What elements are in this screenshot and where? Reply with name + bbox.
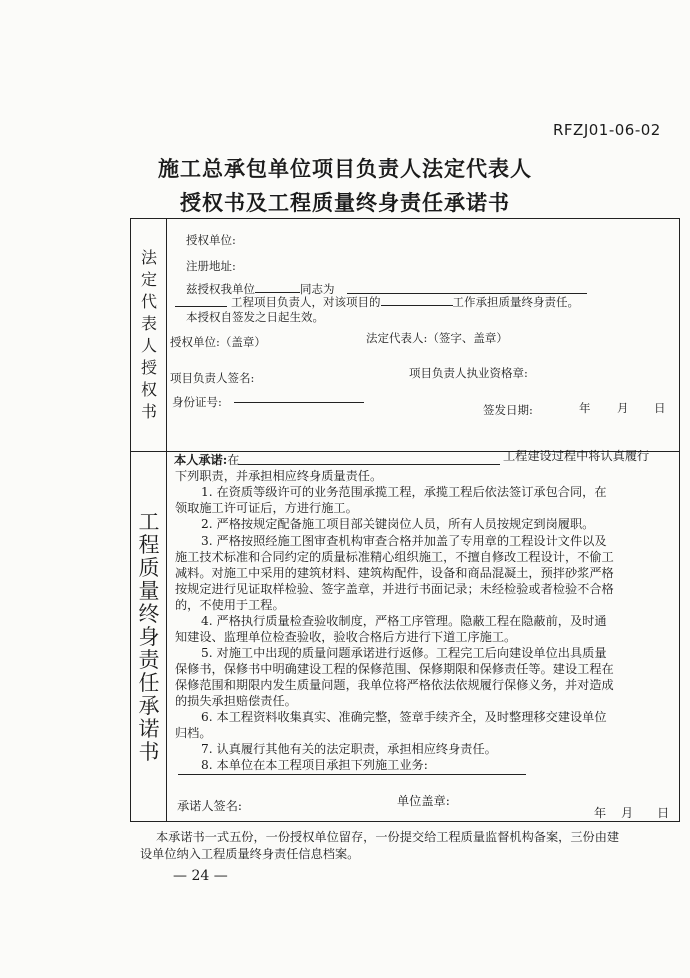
label-char: 承 xyxy=(138,693,160,718)
commitment-intro-c: 工程建设过程中将认真履行 xyxy=(503,449,650,463)
authorize-text: 兹授权我单位 同志为 xyxy=(186,282,335,296)
label-char: 程 xyxy=(138,532,160,557)
label-char: 诺 xyxy=(138,716,160,741)
label-char: 工 xyxy=(138,509,160,534)
item3-line3: 减料。对施工中采用的建筑材料、建筑构配件，设备和商品混凝土，预拌砂浆严格 xyxy=(175,566,614,580)
item6-line1: 6. 本工程资料收集真实、准确完整，签章手续齐全，及时整理移交建设单位 xyxy=(201,710,607,724)
label-char: 定 xyxy=(140,269,157,289)
footer-note-line2: 设单位纳入工程质量终身责任信息档案。 xyxy=(140,847,360,861)
footer-note-line1: 本承诺书一式五份，一份授权单位留存，一份提交给工程质量监督机构备案，三份由建 xyxy=(156,830,620,844)
item5-line1: 5. 对施工中出现的质量问题承诺进行返修。工程完工后向建设单位出具质量 xyxy=(201,646,607,660)
item6-line2: 归档。 xyxy=(175,726,212,740)
page-number: — 24 — xyxy=(173,868,228,884)
id-number-label: 身份证号: xyxy=(172,395,222,409)
label-char: 任 xyxy=(138,670,160,695)
promisor-signature-label: 承诺人签名: xyxy=(177,799,243,813)
commit-month: 月 xyxy=(621,806,634,820)
label-char: 表 xyxy=(140,313,157,333)
item3-line1: 3. 严格按照经施工图审查机构审查合格并加盖了专用章的工程设计文件以及 xyxy=(201,534,607,548)
label-char: 人 xyxy=(140,335,157,355)
document-code: RFZJ01-06-02 xyxy=(553,121,661,139)
issue-year: 年 xyxy=(579,401,591,415)
label-char: 终 xyxy=(138,601,160,626)
label-char: 书 xyxy=(138,739,160,764)
item1-line2: 领取施工许可证后，方进行施工。 xyxy=(175,501,358,515)
project-manager-text: 工程项目负责人，对该项目的 工作承担质量终身责任。 xyxy=(231,295,579,309)
item3-line5: 的，不使用于工程。 xyxy=(175,598,285,612)
pm-cert-seal-label: 项目负责人执业资格章: xyxy=(409,366,528,380)
label-char: 量 xyxy=(138,578,160,603)
item2: 2. 严格按规定配备施工项目部关键岗位人员，所有人员按规定到岗履职。 xyxy=(201,517,595,531)
item5-line4: 的损失承担赔偿责任。 xyxy=(175,694,297,708)
project-name-blank[interactable] xyxy=(238,464,500,465)
label-char: 代 xyxy=(140,291,157,311)
label-char: 质 xyxy=(138,555,160,580)
id-number-blank[interactable] xyxy=(234,402,364,403)
auth-unit-seal: 授权单位:（盖章） xyxy=(170,335,266,349)
label-char: 书 xyxy=(140,401,157,421)
effective-clause: 本授权自签发之日起生效。 xyxy=(186,310,324,324)
commit-year: 年 xyxy=(594,806,607,820)
item7: 7. 认真履行其他有关的法定职责，承担相应终身责任。 xyxy=(201,742,497,756)
item3-line4: 按规定进行见证取样检验、签字盖章，并进行书面记录；未经检验或者检验不合格 xyxy=(175,582,614,596)
commitment-intro: 本人承诺:在 xyxy=(174,453,240,467)
item5-line3: 保修范围和期限内发生质量问题，我单位将严格依法依规履行保修义务，并对造成 xyxy=(175,678,614,692)
legal-rep-signature: 法定代表人:（签字、盖章） xyxy=(366,331,508,345)
issue-date-label: 签发日期: xyxy=(483,403,533,417)
construction-scope-blank[interactable] xyxy=(178,774,526,775)
section1-label xyxy=(131,218,167,451)
auth-unit-label: 授权单位: xyxy=(186,233,236,247)
reg-address-label: 注册地址: xyxy=(186,259,236,273)
section2-label xyxy=(131,452,167,822)
label-char: 权 xyxy=(140,379,157,399)
item3-line2: 施工技术标准和合同约定的质量标准精心组织施工，不擅自修改工程设计，不偷工 xyxy=(175,550,614,564)
issue-day: 日 xyxy=(654,401,666,415)
issue-month: 月 xyxy=(617,401,629,415)
label-char: 法 xyxy=(140,247,157,267)
pm-signature-label: 项目负责人签名: xyxy=(170,371,255,385)
label-char: 责 xyxy=(138,647,160,672)
project-name-blank[interactable] xyxy=(175,306,227,307)
item8: 8. 本单位在本工程项目承担下列施工业务: xyxy=(201,758,428,772)
item4-line2: 知建设、监理单位检查验收，验收合格后方进行下道工序施工。 xyxy=(175,630,517,644)
commitment-intro-line2: 下列职责，并承担相应终身质量责任。 xyxy=(175,469,383,483)
label-char: 授 xyxy=(140,357,157,377)
commit-day: 日 xyxy=(657,806,670,820)
item5-line2: 保修书，保修书中明确建设工程的保修范围、保修期限和保修责任等。建设工程在 xyxy=(175,662,614,676)
unit-seal-label: 单位盖章: xyxy=(397,794,450,808)
scope-blank[interactable] xyxy=(381,295,453,306)
item1-line1: 1. 在资质等级许可的业务范围承揽工程，承揽工程后依法签订承包合同，在 xyxy=(201,485,607,499)
name-blank[interactable] xyxy=(255,282,300,293)
item4-line1: 4. 严格执行质量检查验收制度，严格工序管理。隐蔽工程在隐蔽前，及时通 xyxy=(201,614,607,628)
title-line-2: 授权书及工程质量终身责任承诺书 xyxy=(180,190,510,215)
label-char: 身 xyxy=(138,624,160,649)
title-line-1: 施工总承包单位项目负责人法定代表人 xyxy=(158,156,532,181)
